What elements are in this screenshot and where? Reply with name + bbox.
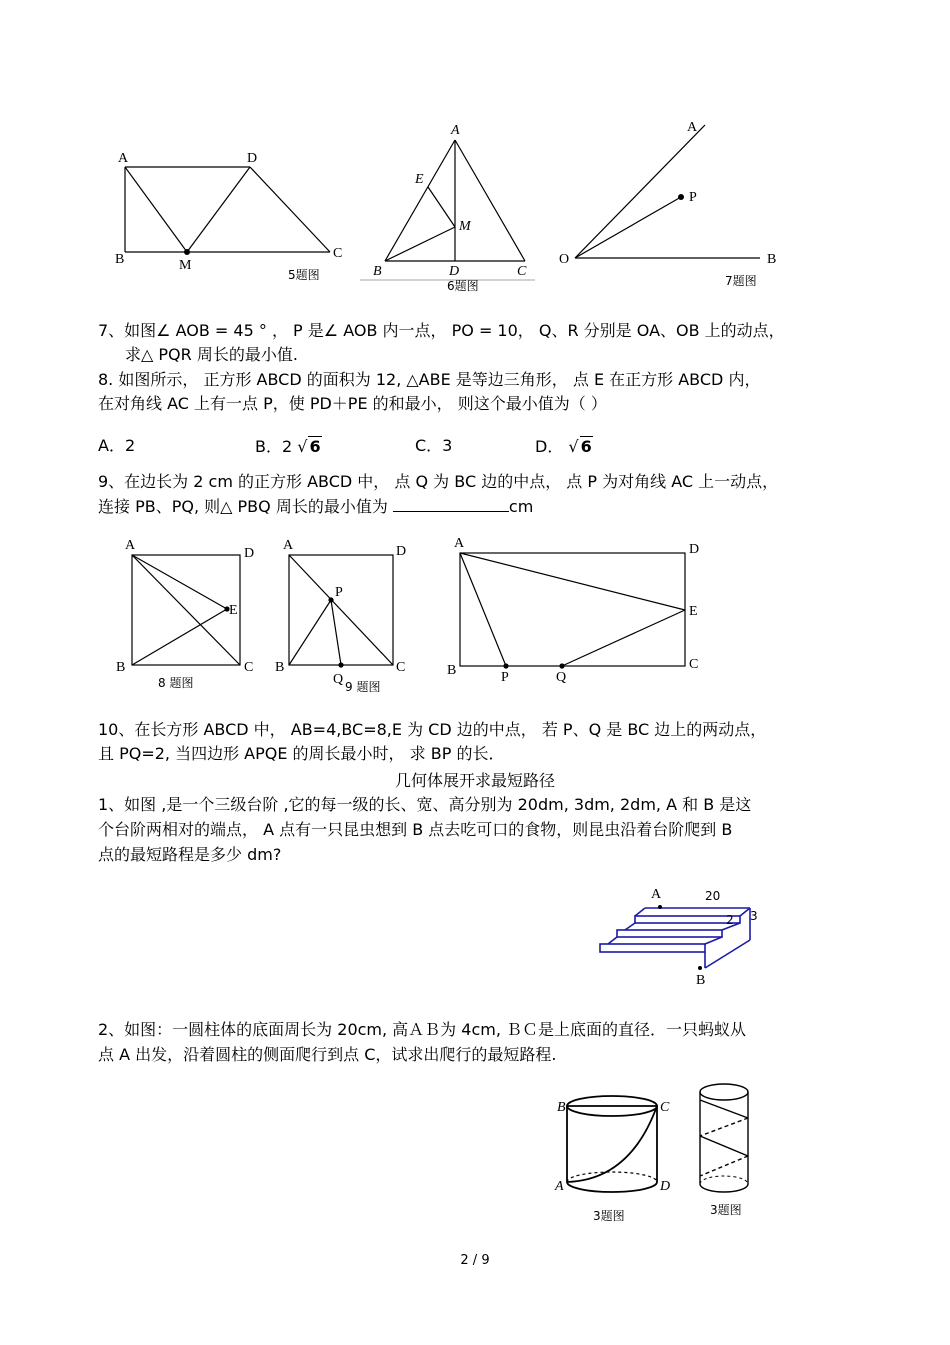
s1-line2: 个台阶两相对的端点， A 点有一只昆虫想到 B 点去吃可口的食物，则昆虫沿着台阶爬到 B	[98, 820, 733, 839]
label-d: D	[247, 151, 258, 166]
label-b: B	[767, 252, 777, 267]
label-a: A	[451, 123, 460, 138]
figure-6-caption: 6题图	[447, 279, 479, 293]
s1-line3: 点的最短路程是多少 dm?	[98, 845, 282, 864]
stairs-figure	[590, 880, 780, 990]
label-d: D	[689, 542, 700, 557]
label-d: D	[396, 544, 407, 559]
label-b: B	[447, 663, 457, 678]
figure-7	[555, 115, 795, 295]
figure-8	[110, 535, 260, 695]
label-a: A	[125, 538, 136, 553]
cylinder-caption: 3题图	[593, 1209, 625, 1223]
q8-option-c: C．3	[415, 436, 453, 455]
q8-option-a: A．2	[98, 436, 136, 455]
q8-line1: 8. 如图所示， 正方形 ABCD 的面积为 12, △ABE 是等边三角形， 点 E 在正方形 ABCD 内，	[98, 370, 761, 389]
figure-8-caption: 8 题图	[158, 676, 194, 690]
figure-9-caption: 9 题图	[345, 680, 381, 694]
s2-line1: 2、如图：一圆柱体的底面周长为 20cm, 高ＡＢ为 4cm, ＢＣ是上底面的直径．一只蚂蚁从	[98, 1020, 747, 1039]
label-b: B	[115, 252, 125, 267]
figure-7-caption: 7题图	[725, 274, 757, 288]
point-q	[338, 662, 343, 667]
label-b: B	[373, 264, 382, 279]
label-o: O	[559, 252, 570, 267]
label-m: M	[179, 258, 192, 273]
label-e: E	[415, 172, 424, 187]
figure-5-caption: 5题图	[288, 268, 320, 282]
label-b: B	[275, 660, 285, 675]
label-a: A	[283, 538, 294, 553]
label-a: A	[555, 1179, 564, 1194]
label-q: Q	[556, 670, 567, 685]
label-e: E	[229, 603, 238, 618]
q10-line1: 10、在长方形 ABCD 中， AB=4,BC=8,E 为 CD 边的中点， 若 P、Q 是 BC 边上的两动点，	[98, 720, 767, 739]
section-title: 几何体展开求最短路径	[394, 771, 555, 790]
q9-line1: 9、在边长为 2 cm 的正方形 ABCD 中， 点 Q 为 BC 边的中点， 点 P 为对角线 AC 上一动点，	[98, 472, 779, 491]
label-c: C	[660, 1100, 670, 1115]
cylinder-spiral-caption: 3题图	[710, 1203, 742, 1217]
label-e: E	[689, 604, 698, 619]
point-q	[559, 663, 564, 668]
answer-blank	[393, 496, 509, 512]
figure-10	[440, 535, 710, 685]
q7-line1: 7、如图∠ AOB = 45 ° ， P 是∠ AOB 内一点， PO = 10， Q、R 分别是 OA、OB 上的动点，	[98, 321, 785, 340]
point-b	[698, 966, 702, 970]
label-d: D	[449, 264, 460, 279]
cylinder-spiral-figure	[690, 1078, 770, 1218]
label-m: M	[459, 219, 471, 234]
figure-5	[110, 145, 350, 285]
sqrt-value: 6	[309, 437, 321, 456]
q9-line2: 连接 PB、PQ, 则△ PBQ 周长的最小值为 cm	[98, 497, 534, 516]
q8-option-b: B．2 √ 6	[255, 437, 321, 456]
label-c: C	[244, 660, 254, 675]
label-a: A	[651, 887, 662, 902]
s2-line2: 点 A 出发，沿着圆柱的侧面爬行到点 C，试求出爬行的最短路程.	[98, 1045, 557, 1064]
label-b: B	[557, 1100, 566, 1115]
dim-3: 3	[750, 909, 758, 923]
page-number: 2 / 9	[460, 1253, 490, 1268]
point-p	[503, 663, 508, 668]
point-p	[678, 194, 684, 200]
cylinder-figure	[555, 1090, 675, 1230]
label-b: B	[696, 973, 706, 988]
label-b: B	[116, 660, 126, 675]
point-m	[184, 249, 190, 255]
s1-line1: 1、如图 ,是一个三级台阶 ,它的每一级的长、宽、高分别为 20dm, 3dm, 2dm, A 和 B 是这	[98, 795, 752, 814]
label-c: C	[517, 264, 527, 279]
label-c: C	[333, 246, 343, 261]
label-c: C	[396, 660, 406, 675]
point-p	[328, 597, 333, 602]
label-q: Q	[333, 672, 344, 687]
q8-line2: 在对角线 AC 上有一点 P，使 PD＋PE 的和最小， 则这个最小值为（ ）	[98, 394, 607, 413]
q10-line2: 且 PQ=2, 当四边形 APQE 的周长最小时， 求 BP 的长．	[98, 744, 505, 763]
figure-6	[355, 120, 545, 300]
figure-9	[275, 535, 415, 700]
dim-2: 2	[726, 913, 734, 927]
point-a	[658, 905, 662, 909]
label-p: P	[689, 190, 697, 205]
label-a: A	[454, 536, 465, 551]
label-p: P	[501, 670, 509, 685]
label-a: A	[118, 151, 129, 166]
q7-line2: 求△ PQR 周长的最小值.	[125, 345, 298, 364]
dim-20: 20	[705, 889, 721, 903]
q8-option-d: D． √ 6	[535, 437, 592, 456]
label-a: A	[687, 120, 698, 135]
label-c: C	[689, 657, 699, 672]
label-d: D	[244, 546, 255, 561]
label-p: P	[335, 585, 343, 600]
label-d: D	[660, 1179, 671, 1194]
sqrt-value: 6	[580, 437, 592, 456]
